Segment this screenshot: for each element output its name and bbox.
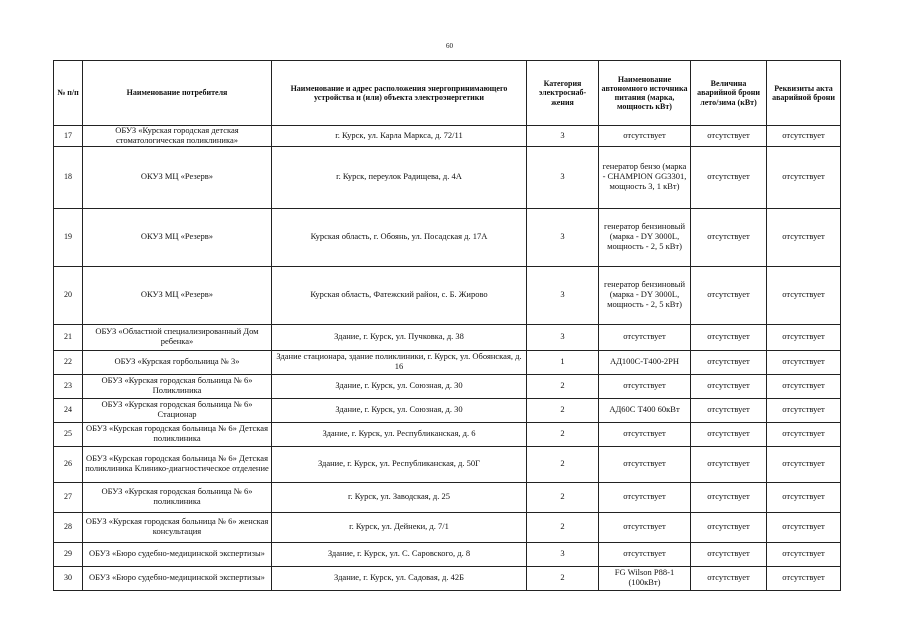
row-address: г. Курск, ул. Дейнеки, д. 7/1 (272, 512, 527, 542)
row-category: 2 (527, 482, 599, 512)
row-act: отсутствует (767, 374, 841, 398)
row-address: Здание, г. Курск, ул. Республиканская, д. 50Г (272, 446, 527, 482)
row-source: отсутствует (599, 324, 691, 350)
row-source: отсутствует (599, 374, 691, 398)
row-act: отсутствует (767, 126, 841, 147)
row-address: Здание, г. Курск, ул. Союзная, д. 30 (272, 374, 527, 398)
row-address: Здание, г. Курск, ул. С. Саровского, д. 8 (272, 542, 527, 566)
table-row (54, 208, 841, 266)
row-act: отсутствует (767, 398, 841, 422)
row-category: 2 (527, 446, 599, 482)
row-address: Здание, г. Курск, ул. Пучковка, д. 38 (272, 324, 527, 350)
table-row (54, 482, 841, 512)
row-consumer: ОБУЗ «Курская городская детская стоматологическая поликлиника» (83, 126, 272, 147)
table-row (54, 126, 841, 147)
row-consumer: ОКУЗ МЦ «Резерв» (83, 266, 272, 324)
row-num: 25 (54, 422, 83, 446)
row-category: 3 (527, 126, 599, 147)
row-act: отсутствует (767, 512, 841, 542)
header-reserve: Величина аварийной брони лето/зима (кВт) (691, 61, 767, 126)
row-num: 17 (54, 126, 83, 147)
row-reserve: отсутствует (691, 566, 767, 590)
row-consumer: ОКУЗ МЦ «Резерв» (83, 146, 272, 208)
row-consumer: ОБУЗ «Курская городская больница № 6» Стационар (83, 398, 272, 422)
table-row (54, 398, 841, 422)
header-row (54, 61, 841, 126)
row-consumer: ОБУЗ «Курская городская больница № 6» Детская поликлиника Клинико-диагностическое отделение (83, 446, 272, 482)
header-category: Категория электроснаб-жения (527, 61, 599, 126)
table-row (54, 446, 841, 482)
row-consumer: ОБУЗ «Бюро судебно-медицинской экспертизы» (83, 542, 272, 566)
table-row (54, 324, 841, 350)
row-address: г. Курск, ул. Карла Маркса, д. 72/11 (272, 126, 527, 147)
row-reserve: отсутствует (691, 422, 767, 446)
row-num: 24 (54, 398, 83, 422)
row-act: отсутствует (767, 566, 841, 590)
table-row (54, 146, 841, 208)
row-reserve: отсутствует (691, 482, 767, 512)
row-source: АД100С-Т400-2РН (599, 350, 691, 374)
row-act: отсутствует (767, 324, 841, 350)
row-source: отсутствует (599, 422, 691, 446)
table-row (54, 542, 841, 566)
row-consumer: ОБУЗ «Курская горбольница № 3» (83, 350, 272, 374)
row-address: г. Курск, переулок Радищева, д. 4А (272, 146, 527, 208)
row-num: 29 (54, 542, 83, 566)
row-consumer: ОБУЗ «Курская городская больница № 6» Детская поликлиника (83, 422, 272, 446)
row-num: 20 (54, 266, 83, 324)
row-consumer: ОБУЗ «Областной специализированный Дом ребенка» (83, 324, 272, 350)
row-address: Здание, г. Курск, ул. Садовая, д. 42Б (272, 566, 527, 590)
row-category: 3 (527, 542, 599, 566)
row-reserve: отсутствует (691, 542, 767, 566)
row-act: отсутствует (767, 422, 841, 446)
row-address: Здание, г. Курск, ул. Союзная, д. 30 (272, 398, 527, 422)
row-reserve: отсутствует (691, 398, 767, 422)
row-address: Здание стационара, здание поликлиники, г. Курск, ул. Обоянская, д. 16 (272, 350, 527, 374)
page-number: 60 (446, 42, 453, 50)
row-category: 2 (527, 374, 599, 398)
row-num: 22 (54, 350, 83, 374)
row-source: генератор бензиновый (марка - DY 3000L, мощность - 2, 5 кВт) (599, 266, 691, 324)
row-num: 28 (54, 512, 83, 542)
row-reserve: отсутствует (691, 512, 767, 542)
row-category: 3 (527, 324, 599, 350)
row-category: 3 (527, 266, 599, 324)
table-row (54, 512, 841, 542)
row-act: отсутствует (767, 446, 841, 482)
header-act: Реквизиты акта аварийной брони (767, 61, 841, 126)
row-act: отсутствует (767, 542, 841, 566)
row-reserve: отсутствует (691, 266, 767, 324)
header-num: № п/п (54, 61, 83, 126)
row-reserve: отсутствует (691, 324, 767, 350)
row-num: 27 (54, 482, 83, 512)
row-act: отсутствует (767, 350, 841, 374)
row-act: отсутствует (767, 482, 841, 512)
row-num: 30 (54, 566, 83, 590)
consumers-table (53, 60, 841, 591)
row-source: отсутствует (599, 512, 691, 542)
row-source: FG Wilson P88-1 (100кВт) (599, 566, 691, 590)
row-source: генератор бензо (марка - CHAMPION GG3301, мощность 3, 1 кВт) (599, 146, 691, 208)
row-address: Курская область, Фатежский район, с. Б. Жирово (272, 266, 527, 324)
table-row (54, 422, 841, 446)
row-category: 2 (527, 512, 599, 542)
row-num: 23 (54, 374, 83, 398)
row-num: 21 (54, 324, 83, 350)
row-source: отсутствует (599, 126, 691, 147)
row-category: 3 (527, 208, 599, 266)
header-source: Наименование автономного источника питания (марка, мощность кВт) (599, 61, 691, 126)
row-consumer: ОБУЗ «Курская городская больница № 6» Поликлиника (83, 374, 272, 398)
row-category: 2 (527, 422, 599, 446)
row-consumer: ОБУЗ «Курская городская больница № 6» женская консультация (83, 512, 272, 542)
row-act: отсутствует (767, 146, 841, 208)
table-row (54, 350, 841, 374)
row-source: генератор бензиновый (марка - DY 3000L, мощность - 2, 5 кВт) (599, 208, 691, 266)
row-address: Здание, г. Курск, ул. Республиканская, д. 6 (272, 422, 527, 446)
row-num: 26 (54, 446, 83, 482)
row-source: АД60С Т400 60кВт (599, 398, 691, 422)
row-consumer: ОБУЗ «Курская городская больница № 6» поликлиника (83, 482, 272, 512)
row-act: отсутствует (767, 266, 841, 324)
row-category: 3 (527, 146, 599, 208)
header-consumer: Наименование потребителя (83, 61, 272, 126)
row-reserve: отсутствует (691, 446, 767, 482)
row-category: 1 (527, 350, 599, 374)
row-address: г. Курск, ул. Заводская, д. 25 (272, 482, 527, 512)
row-source: отсутствует (599, 446, 691, 482)
row-act: отсутствует (767, 208, 841, 266)
row-consumer: ОБУЗ «Бюро судебно-медицинской экспертизы» (83, 566, 272, 590)
row-num: 18 (54, 146, 83, 208)
row-reserve: отсутствует (691, 126, 767, 147)
row-category: 2 (527, 566, 599, 590)
row-reserve: отсутствует (691, 146, 767, 208)
table-row (54, 566, 841, 590)
row-num: 19 (54, 208, 83, 266)
row-address: Курская область, г. Обоянь, ул. Посадская д. 17А (272, 208, 527, 266)
row-consumer: ОКУЗ МЦ «Резерв» (83, 208, 272, 266)
row-reserve: отсутствует (691, 208, 767, 266)
row-category: 2 (527, 398, 599, 422)
row-reserve: отсутствует (691, 350, 767, 374)
row-source: отсутствует (599, 482, 691, 512)
table-row (54, 266, 841, 324)
table-row (54, 374, 841, 398)
header-address: Наименование и адрес расположения энергопринимающего устройства и (или) объекта электроэнергетики (272, 61, 527, 126)
row-reserve: отсутствует (691, 374, 767, 398)
row-source: отсутствует (599, 542, 691, 566)
